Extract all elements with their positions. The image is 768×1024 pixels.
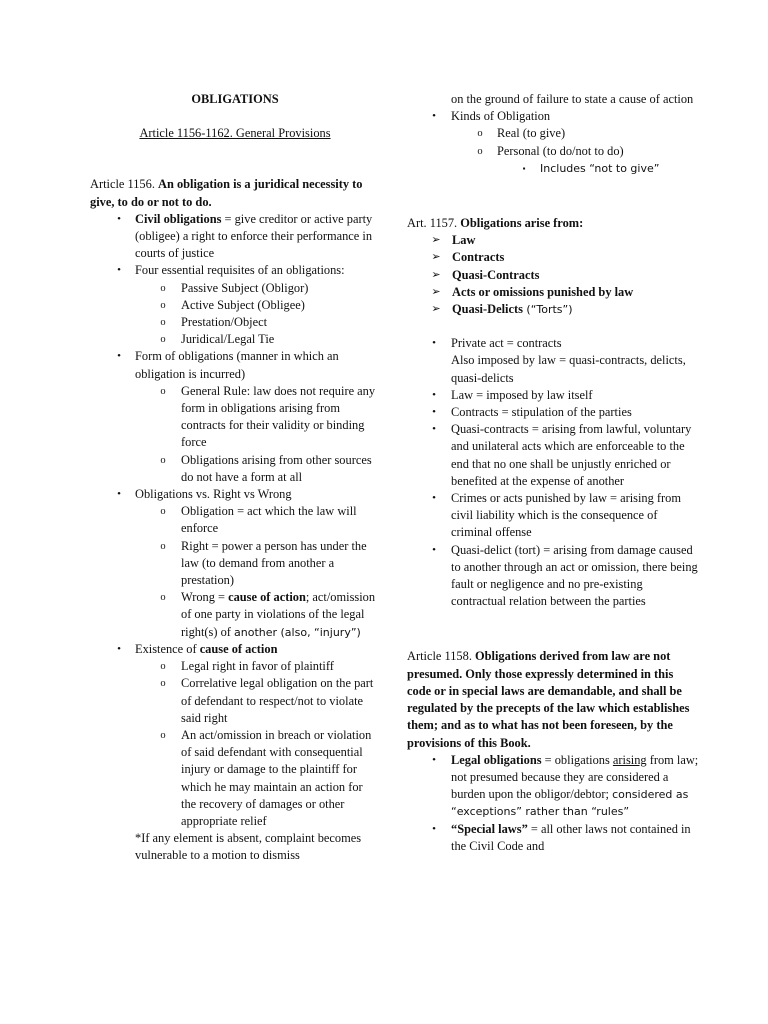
form-item: • Form of obligations (manner in which an obligation is incurred) [90, 348, 380, 382]
section-subtitle: Article 1156-1162. General Provisions [139, 126, 331, 141]
requisites-item: • Four essential requisites of an obligations: [90, 262, 380, 279]
list-item: o Legal right in favor of plaintiff [90, 658, 380, 675]
list-item: o Obligation = act which the law will enforce [90, 503, 380, 537]
kinds-item: • Kinds of Obligation [407, 108, 699, 125]
arrow-marker: ➢ [431, 285, 441, 298]
existence-item: • Existence of cause of action [90, 641, 380, 658]
list-item: • Quasi-delict (tort) = arising from damage caused to another through an act or omission, there being fault or negligence and no pre-existing contractual relation between the parties [407, 542, 699, 611]
list-item: • Contracts = stipulation of the parties [407, 404, 699, 421]
circle-marker: o [160, 592, 166, 604]
private-act-item: • Private act = contracts Also imposed by law = quasi-contracts, delicts, quasi-delicts [407, 335, 699, 387]
list-item: • Quasi-contracts = arising from lawful, voluntary and unilateral acts which are enforceable to the end that no one shall be unjustly enriched or benefited at the expense of another [407, 421, 699, 490]
list-item: ➢ Contracts [407, 249, 699, 266]
arrow-marker: ➢ [431, 251, 441, 264]
list-item: ➢ Quasi-Delicts (“Torts”) [407, 301, 699, 318]
bullet-marker: • [117, 212, 121, 225]
bullet-marker: • [117, 264, 121, 277]
circle-marker: o [477, 145, 483, 157]
list-item: ➢ Acts or omissions punished by law [407, 284, 699, 301]
bullet-marker: • [432, 388, 436, 401]
list-item: o Passive Subject (Obligor) [90, 280, 380, 297]
list-item: o General Rule: law does not require any form in obligations arising from contracts for their validity or binding force [90, 383, 380, 452]
list-item: o Real (to give) [407, 125, 699, 142]
circle-marker: o [160, 661, 166, 673]
bullet-marker: • [117, 642, 121, 655]
list-item: o Juridical/Legal Tie [90, 331, 380, 348]
circle-marker: o [160, 540, 166, 552]
list-item: o Right = power a person has under the law (to demand from another a prestation) [90, 538, 380, 590]
circle-marker: o [160, 678, 166, 690]
obligations-vs-right-item: • Obligations vs. Right vs Wrong [90, 486, 380, 503]
bullet-marker: • [117, 350, 121, 363]
bullet-marker: • [432, 337, 436, 350]
bullet-marker: • [432, 822, 436, 835]
bullet-marker: • [432, 406, 436, 419]
list-item: o Active Subject (Obligee) [90, 297, 380, 314]
dismiss-note: *If any element is absent, complaint becomes vulnerable to a motion to dismiss [135, 831, 362, 863]
circle-marker: o [160, 282, 166, 294]
bullet-marker: • [432, 423, 436, 436]
right-column [407, 91, 699, 855]
circle-marker: o [477, 128, 483, 140]
arrow-marker: ➢ [431, 234, 441, 247]
legal-obligations-item: • Legal obligations = obligations arising from law; not presumed because they are considered a burden upon the obligor/debtor; considered as “exceptions” rather than “rules” [407, 752, 699, 821]
document-title: OBLIGATIONS [191, 92, 279, 106]
bullet-marker: • [432, 753, 436, 766]
bullet-marker: • [432, 110, 436, 123]
list-item: o Obligations arising from other sources do not have a form at all [90, 452, 380, 486]
continuation-text: on the ground of failure to state a cause of action [451, 92, 694, 106]
article-1157: Art. 1157. Obligations arise from: [407, 216, 584, 231]
left-column [90, 91, 380, 865]
article-1156: Article 1156. An obligation is a juridical necessity to give, to do or not to do. [90, 177, 363, 209]
circle-marker: o [160, 729, 166, 741]
list-item: o Personal (to do/not to do) [407, 143, 699, 160]
circle-marker: o [160, 299, 166, 311]
circle-marker: o [160, 454, 166, 466]
list-item: ➢ Quasi-Contracts [407, 267, 699, 284]
list-item: • Law = imposed by law itself [407, 387, 699, 404]
bullet-marker: • [432, 543, 436, 556]
circle-marker: o [160, 506, 166, 518]
list-item: o Correlative legal obligation on the part of defendant to respect/not to violate said right [90, 675, 380, 727]
arrow-marker: ➢ [431, 268, 441, 281]
list-item: ▪ Includes “not to give” [407, 160, 699, 177]
list-item: o An act/omission in breach or violation of said defendant with consequential injury or damage to the plaintiff for which he may maintain an action for the recovery of damages or other appropriate relief [90, 727, 380, 830]
list-item: o Wrong = cause of action; act/omission of one party in violations of the legal right(s) of another (also, “injury”) [90, 589, 380, 641]
circle-marker: o [160, 385, 166, 397]
bullet-marker: • [117, 488, 121, 501]
arrow-marker: ➢ [431, 303, 441, 316]
circle-marker: o [160, 317, 166, 329]
bullet-marker: • [432, 492, 436, 505]
article-1158: Article 1158. Obligations derived from law are not presumed. Only those expressly determined in this code or in special laws are demandable, and shall be regulated by the precepts of the law which establishes them; and as to what has not been foreseen, by the provisions of this Book. [407, 649, 690, 750]
circle-marker: o [160, 334, 166, 346]
list-item: • Crimes or acts punished by law = arising from civil liability which is the consequence of criminal offense [407, 490, 699, 542]
list-item: ➢ Law [407, 232, 699, 249]
list-item: o Prestation/Object [90, 314, 380, 331]
square-marker: ▪ [522, 163, 526, 173]
civil-obligations-item: • Civil obligations = give creditor or active party (obligee) a right to enforce their performance in courts of justice [90, 211, 380, 263]
special-laws-item: • “Special laws” = all other laws not contained in the Civil Code and [407, 821, 699, 855]
